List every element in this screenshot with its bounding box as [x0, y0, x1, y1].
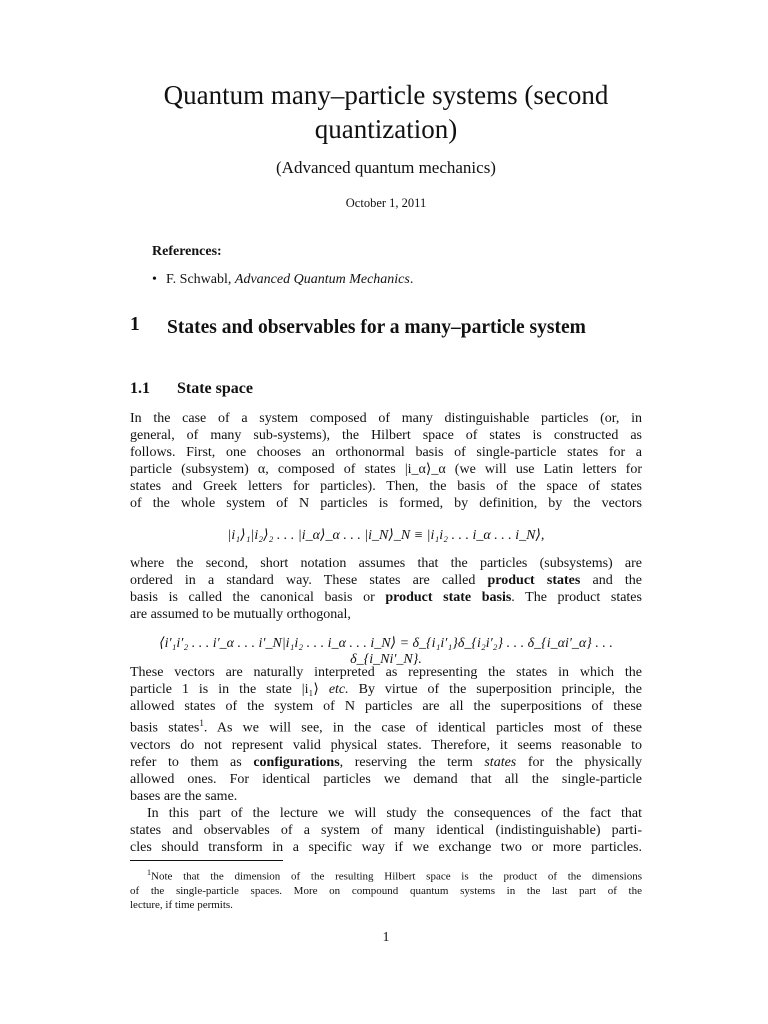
date: October 1, 2011: [345, 196, 427, 210]
paragraph-4: In this part of the lecture we will study the consequences of the fact that states and observables of a system of many identical (indistinguishable) parti- cles should transform in a specific way if we exchange two or more particles.: [130, 806, 642, 855]
footnote-rule: [130, 860, 283, 861]
paragraph-3: These vectors are naturally interpreted as representing the states in which the particle 1 is in the state |i₁⟩ etc. By virtue of the superposition principle, the allowed states of the system of N particles are all the superpositions of these basis states$^1$. As we will see, in the case of identical particles most of these vectors do not represent valid physical states. Therefore, it seems reasonable to refer to them as configurations, reserving the term states for the physically allowed ones. For identical particles we demand that all the single-particle bases are the same.: [130, 665, 643, 804]
bullet-icon: •: [152, 272, 157, 287]
footnote-mark: 1: [199, 718, 204, 728]
paragraph-1: In the case of a system composed of many distinguishable particles (or, in general, of many sub-systems), the Hilbert space of states is constructed as follows. First, one chooses an orthonormal basis of single-particle states for a particle (subsystem) α, composed of states |i_α⟩_α (we will use Latin letters for states and Greek letters for particles). Then, the basis of the space of states of the whole system of N particles is formed, by definition, by the vectors: [130, 411, 642, 511]
equation-product-states: |i₁⟩₁|i₂⟩₂ . . . |i_α⟩_α . . . |i_N⟩_N ≡ |i₁i₂ . . . i_α . . . i_N⟩,: [227, 528, 545, 543]
reference-item: • F. Schwabl, Advanced Quantum Mechanics.: [152, 272, 414, 287]
section-title: States and observables for a many–particle system: [167, 317, 586, 338]
footnote: $^1$Note that the dimension of the resulting Hilbert space is the product of the dimensions of the single-particle spaces. More on compound quantum systems in the last part of the lecture, if time permits.: [130, 868, 642, 911]
document-page: [130, 0, 642, 1024]
subtitle: (Advanced quantum mechanics): [276, 158, 496, 177]
references-heading: References:: [152, 244, 222, 259]
subsection-title: State space: [177, 380, 253, 397]
page-title: Quantum many–particle systems (second quantization): [163, 80, 609, 144]
equation-orthogonality: ⟨i′₁i′₂ . . . i′_α . . . i′_N|i₁i₂ . . . i_α . . . i_N⟩ = δ_{i₁i′₁}δ_{i₂i′₂} . . . δ_{i_αi′_α} . . . δ_{i_Ni′_N}.: [159, 636, 613, 667]
subsection-number: 1.1: [130, 380, 150, 397]
paragraph-2: where the second, short notation assumes that the particles (subsystems) are ordered in a standard way. These states are called product states and the basis is called the canonical basis or product state basis. The product states are assumed to be mutually orthogonal,: [130, 556, 642, 622]
page-number: 1: [382, 930, 390, 945]
section-number: 1: [130, 314, 140, 335]
